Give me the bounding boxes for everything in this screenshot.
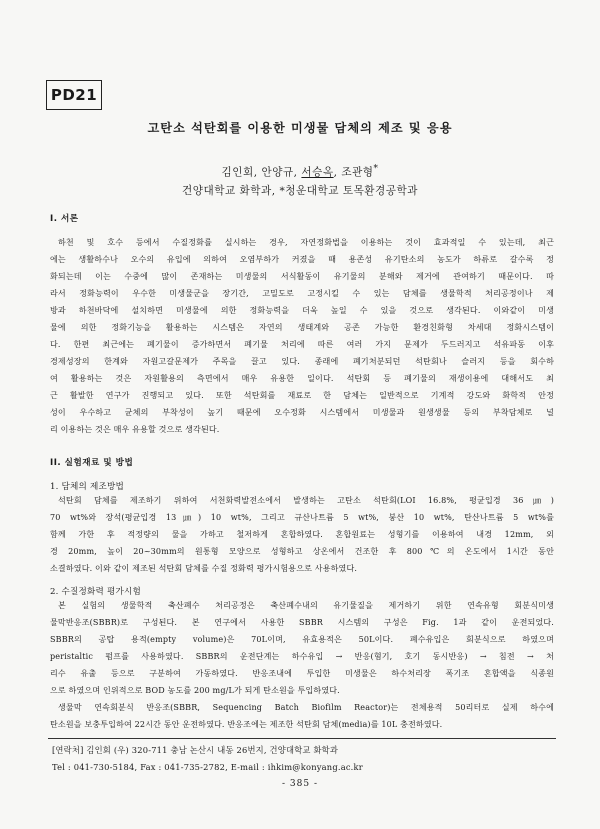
subsection-heading: 2. 수질정화력 평가시험 — [50, 587, 141, 597]
body-line: 성이 우수하고 균체의 부착성이 높기 때문에 오수정화 시스템에서 미생물과 원생생물 등의 부착담체로 널 — [50, 408, 554, 417]
affiliation-main: 건양대학교 화학과, — [182, 185, 280, 197]
affiliation-line — [0, 183, 600, 198]
body-line: 리 이용하는 것은 매우 유용할 것으로 생각된다. — [50, 425, 220, 434]
body-line: 리수 유출 등으로 구분하여 가동하였다. 반응조내에 투입한 미생물은 하수처리장 폭기조 혼합액을 식종원 — [50, 669, 554, 678]
body-line: 하천 및 호수 등에서 수질정화를 실시하는 경우, 자연정화법을 이용하는 것이 효과적일 수 있는데, 최근 — [58, 238, 554, 247]
body-line: 방과 하천바닥에 설치하면 미생물에 의한 정화능력을 더욱 높일 수 있을 것으로 생각된다. 이와같이 미생 — [50, 306, 554, 315]
body-line: 소결하였다. 이와 같이 제조된 석탄회 담체를 수질 정화력 평가시험용으로 사용하였다. — [50, 564, 358, 573]
body-line: 70 wt%와 장석(평균입경 13㎛) 10 wt%, 그리고 규산나트륨 5 wt%, 붕산 10 wt%, 탄산나트륨 5 wt%를 — [50, 513, 554, 522]
body-line: 다. 한편 최근에는 폐기물이 증가하면서 폐기물 처리에 따른 여러 가지 문제가 두드러지고 석유파동 이후 — [50, 340, 554, 349]
body-line: 물막반응조(SBBR)로 구성된다. 본 연구에서 사용한 SBBR 시스템의 구성은 Fig. 1과 같이 운전되었다. — [50, 618, 554, 627]
authors-part-3: , 조관형 — [333, 166, 374, 179]
body-line: 경 20mm, 높이 20~30mm의 원통형 모양으로 성형하고 상온에서 건조한 후 800℃의 온도에서 1시간 동안 — [50, 547, 554, 556]
session-badge: PD21 — [46, 80, 102, 110]
body-line: 물에 의한 정화기능을 활용하는 시스템은 자연의 생태계와 공존 가능한 환경친화형 차세대 정화시스템이 — [50, 323, 554, 332]
body-line: 생물막 연속회분식 반응조(SBBR, Sequencing Batch Biofilm Reactor)는 전체용적 50리터로 실제 하수에 — [58, 703, 554, 712]
body-line: 으로 하였으며 인위적으로 BOD 농도를 200 mg/L가 되게 탄소원을 투입하였다. — [50, 686, 340, 695]
contact-line: Tel : 041-730-5184, Fax : 041-735-2782, E-mail : ihkim@konyang.ac.kr — [52, 762, 363, 772]
body-line: 라서 정화능력이 우수한 미생물군을 장기간, 고밀도로 고정시킬 수 있는 담체를 생물학적 처리공정이나 제 — [50, 289, 554, 298]
methods-heading: II. 실험재료 및 방법 — [50, 458, 134, 468]
methods-sub1-body — [50, 492, 554, 577]
intro-body — [50, 234, 554, 438]
body-line: 화되는데 이는 수중에 많이 존재하는 미생물의 서식활동이 유기물의 분해와 제거에 관여하기 때문이다. 따 — [50, 272, 554, 281]
body-line: SBBR의 공탑 용적(empty volume)은 70L이며, 유효용적은 50L이다. 폐수유입은 회분식으로 하였으며 — [50, 635, 554, 644]
author-line — [0, 164, 600, 180]
body-line: 석탄회 담체를 제조하기 위하여 서천화력발전소에서 발생하는 고탄소 석탄회(LOI 16.8%, 평균입경 36㎛) — [58, 496, 554, 505]
body-line: 함께 가한 후 적정량의 물을 가하고 철저하게 혼합하였다. 혼합원료는 성형기를 이용하여 내경 12mm, 외 — [50, 530, 554, 539]
subsection-heading: 1. 담체의 제조방법 — [50, 482, 124, 492]
body-line: 에는 생활하수나 오수의 유입에 의하여 오염부하가 커졌을 때 용존성 유기탄소의 농도가 하류로 갈수록 정 — [50, 255, 554, 264]
affiliation-mark: * — [373, 164, 379, 174]
body-line: 본 실험의 생물학적 축산폐수 처리공정은 축산폐수내의 유기물질을 제거하기 위한 연속유형 회분식미생 — [58, 601, 554, 610]
affiliation-second: *청운대학교 토목환경공학과 — [279, 185, 418, 197]
body-line: 여 활용하는 것은 자원활용의 측면에서 매우 유용한 일이다. 석탄회 등 폐기물의 재생이용에 대해서도 최 — [50, 374, 554, 383]
page-number: - 385 - — [282, 779, 318, 789]
footer-divider — [48, 738, 556, 739]
methods-sub2-body — [50, 597, 554, 733]
authors-part-1: 김인회, 안양규, — [221, 166, 302, 179]
body-line: 근 활발한 연구가 진행되고 있다. 또한 석탄회를 재료로 한 담체는 일반적으로 기계적 강도와 화학적 안정 — [50, 391, 554, 400]
paper-title: 고탄소 석탄회를 이용한 미생물 담체의 제조 및 응용 — [147, 121, 453, 135]
contact-line: [연락처] 김인회 (우) 320-711 충남 논산시 내동 26번지, 건양대학교 화학과 — [52, 745, 339, 755]
body-line: peristaltic 펌프를 사용하였다. SBBR의 운전단계는 하수유입 → 반응(혐기, 호기 동시반응) → 침전 → 처 — [50, 652, 554, 661]
presenting-author: 서승옥 — [301, 166, 334, 179]
body-line: 탄소원을 보충투입하여 22시간 동안 운전하였다. 반응조에는 제조한 석탄회 담체(media)를 10L 충전하였다. — [50, 720, 443, 729]
intro-heading: I. 서론 — [50, 214, 79, 224]
body-line: 경제성장의 한계와 자원고갈문제가 주목을 끌고 있다. 종래에 폐기처분되던 석탄회나 슬러지 등을 회수하 — [50, 357, 554, 366]
